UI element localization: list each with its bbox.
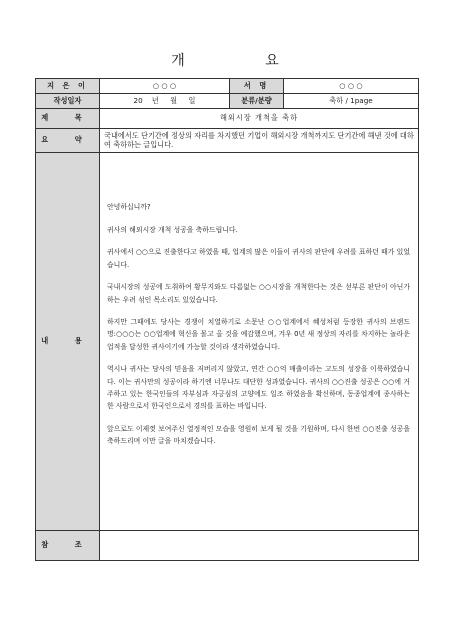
content-paragraph: 역시나 귀사는 당사의 믿음을 저버리지 않았고, 연간 ○○억 매출이라는 고도의 성장을 이룩하였습니다. 이는 귀사만의 성공이라 하기엔 너무나도 대단한 성과였습니다. 귀사의 ○○진출 성공은 ○○에 거주하고 있는 한국인들의 자부심과 자긍심의 고양에도 일조 하였음을 확신하며, 동종업계에 종사하는 한 사람으로서 한국인으로서 경의를 표하는 바입니다. — [107, 365, 410, 410]
category-value[interactable]: 축하 / 1page — [284, 94, 419, 109]
content-label: 내 용 — [36, 153, 100, 531]
content-row — [36, 153, 419, 531]
subject-value[interactable]: 해외시장 개척을 축하 — [100, 109, 419, 129]
content-body[interactable] — [100, 153, 419, 531]
signature-label: 서 명 — [230, 79, 284, 94]
author-label: 지 은 이 — [36, 79, 100, 94]
subject-label: 제 목 — [36, 109, 100, 129]
summary-value[interactable]: 국내에서도 단기간에 정상의 자리를 차지했던 기업이 해외시장 개척까지도 단기간에 해낸 것에 대하여 축하하는 글입니다. — [100, 129, 419, 153]
content-paragraph: 귀사에서 ○○으로 진출한다고 하였을 때, 업계의 많은 이들이 귀사의 판단에 우려를 표하던 때가 있었습니다. — [107, 248, 410, 269]
content-paragraph: 안녕하십니까? — [107, 203, 151, 211]
author-row — [36, 79, 419, 94]
summary-label: 요 약 — [36, 129, 100, 153]
date-label: 작성일자 — [36, 94, 100, 109]
content-paragraph: 귀사의 해외시장 개척 성공을 축하드립니다. — [107, 225, 238, 234]
reference-value[interactable] — [100, 531, 419, 561]
summary-form-table — [35, 78, 419, 561]
page-title: 개 요 — [171, 53, 317, 69]
reference-row — [36, 531, 419, 561]
author-value[interactable]: ○ ○ ○ — [100, 79, 230, 94]
category-label: 분류/분량 — [230, 94, 284, 109]
content-paragraph: 하지만 그때에도 당사는 경쟁이 치열하기로 소문난 ○○업계에서 혜성처럼 등장한 귀사의 브랜드명:○○○는 ○○업계에 혁신을 몰고 올 것을 예감했으며, 겨우 0년 새 정상의 자리를 차지하는 놀라운 업적을 달성한 귀사이기에 가능할 것이라 생각하였습니다. — [107, 318, 410, 351]
summary-row — [36, 129, 419, 153]
content-paragraph: 앞으로도 이제껏 보여주신 열정적인 모습을 영원히 보게 될 것을 기원하며, 다시 한번 ○○진출 성공을 축하드리며 이만 글을 마치겠습니다. — [107, 424, 410, 445]
content-paragraph: 국내시장의 성공에 도취하여 황무지와도 다름없는 ○○시장을 개척한다는 것은 섣부른 판단이 아닌가 하는 우려 섞인 목소리도 있었습니다. — [107, 283, 410, 304]
date-value[interactable]: 20 년 월 일 — [100, 94, 230, 109]
reference-label: 참 조 — [36, 531, 100, 561]
subject-row — [36, 109, 419, 129]
signature-value[interactable]: ○ ○ ○ — [284, 79, 419, 94]
date-row — [36, 94, 419, 109]
